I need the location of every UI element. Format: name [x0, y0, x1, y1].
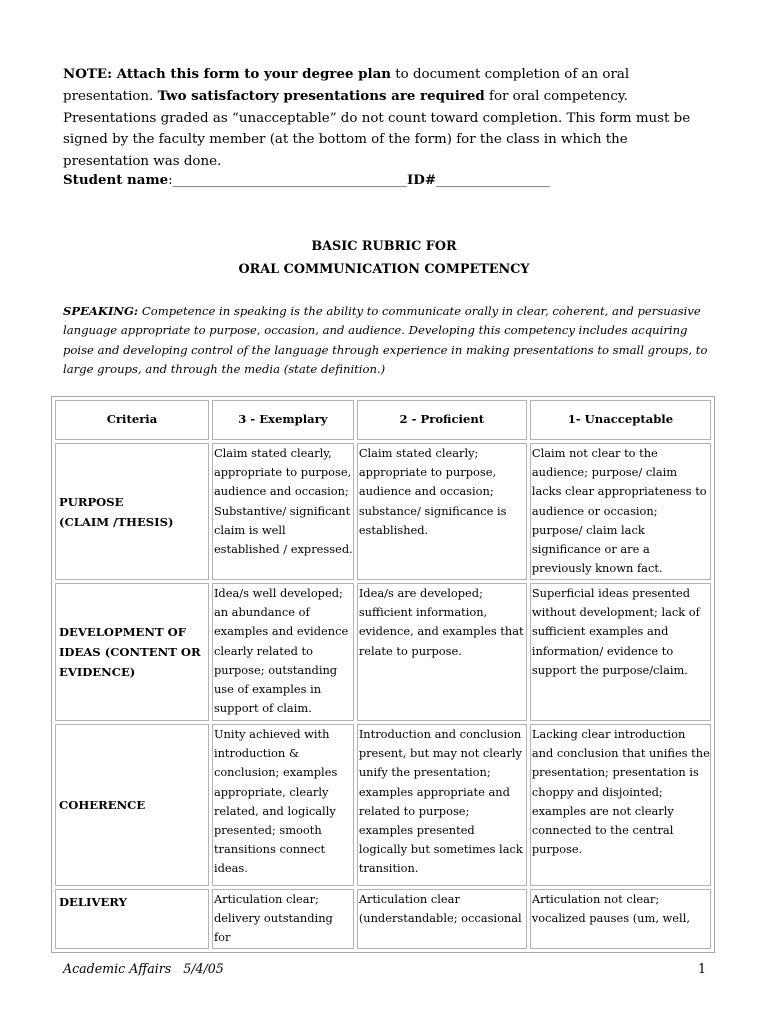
cell-unacceptable: Superficial ideas presented without development; lack of sufficient examples and information/ evidence to support the purpose/claim. [530, 583, 711, 721]
speaking-label: SPEAKING: [63, 304, 139, 318]
student-name-field[interactable]: :___________________________________ [168, 173, 408, 188]
header-exemplary: 3 - Exemplary [212, 400, 354, 440]
cell-exemplary: Articulation clear; delivery outstanding for [212, 889, 354, 949]
rubric-title-line2: ORAL COMMUNICATION COMPETENCY [238, 262, 530, 277]
cell-exemplary: Unity achieved with introduction & conclusion; examples appropriate, clearly related, and logically presented; smooth transitions connect ideas. [212, 724, 354, 886]
footer-academic-affairs: Academic Affairs 5/4/05 [63, 961, 224, 976]
student-id-field[interactable]: _________________ [436, 173, 550, 188]
criteria-line: DELIVERY [59, 895, 127, 909]
criteria-line: (CLAIM /THESIS) [59, 514, 174, 529]
criteria-line: EVIDENCE) [59, 665, 136, 679]
criteria-line: IDEAS (CONTENT OR [59, 645, 201, 659]
instruction-note [63, 64, 713, 173]
cell-unacceptable: Articulation not clear; vocalized pauses (um, well, [530, 889, 711, 949]
speaking-definition [63, 302, 713, 380]
student-id-label: ID# [407, 172, 437, 188]
note-lead-bold: NOTE: Attach this form to your degree plan [63, 66, 392, 82]
cell-exemplary: Idea/s well developed; an abundance of examples and evidence clearly related to purpose; outstanding use of examples in support of claim. [212, 583, 354, 721]
criteria-development [55, 583, 209, 721]
rubric-title-line1: BASIC RUBRIC FOR [311, 239, 457, 254]
table-row [55, 889, 711, 949]
cell-exemplary: Claim stated clearly, appropriate to purpose, audience and occasion; Substantive/ significant claim is well established / expressed. [212, 443, 354, 580]
cell-proficient: Introduction and conclusion present, but may not clearly unify the presentation; examples appropriate and related to purpose; examples presented logically but sometimes lack transition. [357, 724, 527, 886]
cell-proficient: Claim stated clearly; appropriate to purpose, audience and occasion; substance/ significance is established. [357, 443, 527, 580]
rubric-header-row [55, 400, 711, 440]
cell-unacceptable: Lacking clear introduction and conclusion that unifies the presentation; presentation is choppy and disjointed; examples are not clearly connected to the central purpose. [530, 724, 711, 886]
table-row [55, 583, 711, 721]
speaking-text: Competence in speaking is the ability to communicate orally in clear, coherent, and persuasive language appropriate to purpose, occasion, and audience. Developing this competency includes acquiring poise and developing control of the language through experience in making presentations to small groups, to large groups, and through the media (state definition.) [63, 304, 708, 377]
criteria-line: COHERENCE [59, 798, 146, 812]
student-name-label: Student name [63, 172, 169, 188]
cell-unacceptable: Claim not clear to the audience; purpose/ claim lacks clear appropriateness to audience or occasion; purpose/ claim lack significance or are a previously known fact. [530, 443, 711, 580]
criteria-delivery [55, 889, 209, 949]
page-number: 1 [698, 961, 707, 976]
note-requirement-text: for oral competency. Presentations graded as “unacceptable” do not count toward completion. This form must be signed by the faculty member (at the bottom of the form) for the class in which the presentation was done. [63, 88, 691, 170]
cell-proficient: Idea/s are developed; sufficient information, evidence, and examples that relate to purpose. [357, 583, 527, 721]
note-lead-text: to document completion of an oral presentation. [63, 67, 630, 104]
criteria-line: DEVELOPMENT OF [59, 625, 186, 639]
criteria-purpose [55, 443, 209, 580]
criteria-coherence [55, 724, 209, 886]
student-info-line [63, 172, 550, 188]
table-row [55, 724, 711, 886]
criteria-line: PURPOSE [59, 494, 124, 509]
header-proficient: 2 - Proficient [357, 400, 527, 440]
rubric-table [51, 396, 715, 953]
note-requirement-bold: Two satisfactory presentations are required [157, 87, 485, 104]
header-unacceptable: 1- Unacceptable [530, 400, 711, 440]
header-criteria: Criteria [55, 400, 209, 440]
table-row [55, 443, 711, 580]
cell-proficient: Articulation clear (understandable; occasional [357, 889, 527, 949]
